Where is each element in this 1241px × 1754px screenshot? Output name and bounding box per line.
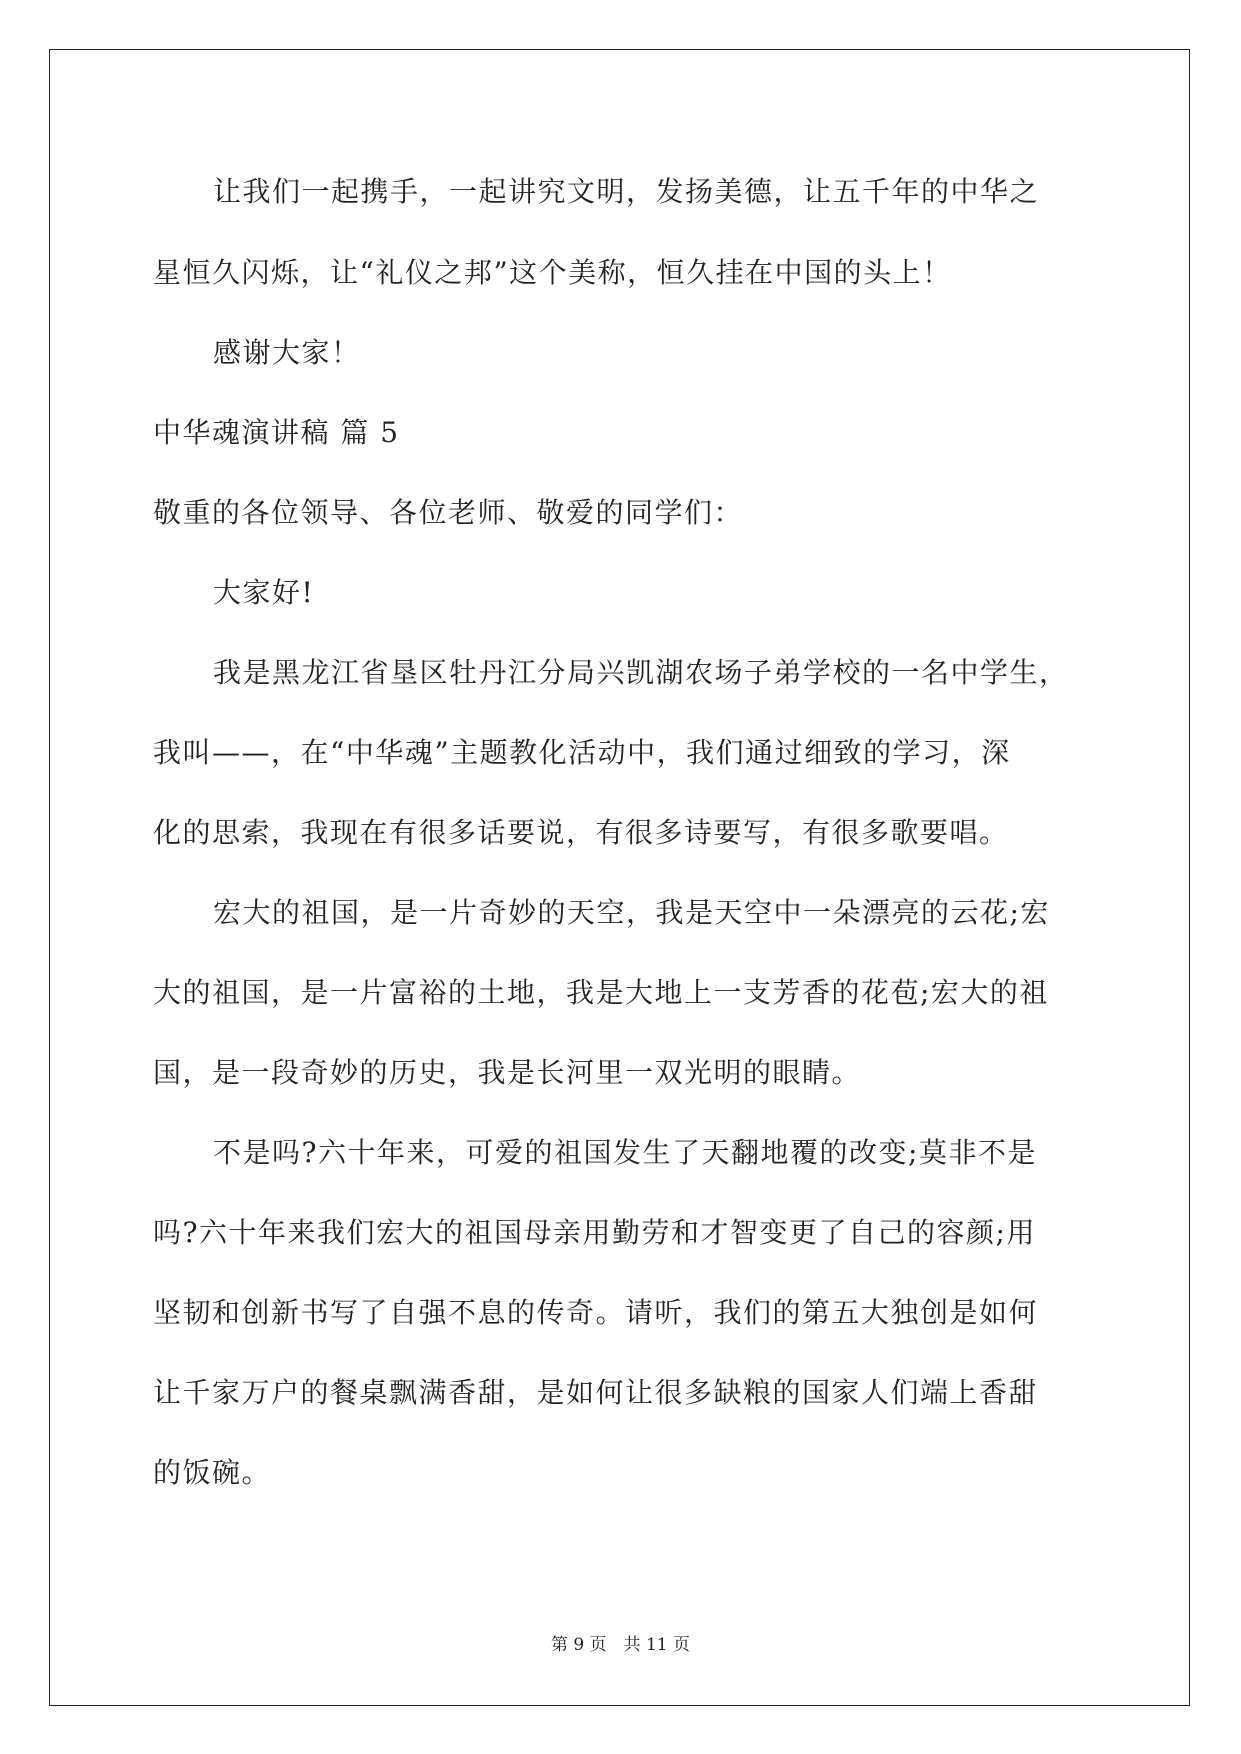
text-line-3: 感谢大家！ [213, 336, 361, 369]
text-line-7: 我是黑龙江省垦区牡丹江分局兴凯湖农场子弟学校的一名中学生， [213, 656, 1069, 689]
greeting: 大家好! [213, 576, 315, 609]
text-line-1: 让我们一起携手，一起讲究文明，发扬美德，让五千年的中华之 [213, 175, 1040, 208]
text-line-16: 让千家万户的餐桌飘满香甜，是如何让很多缺粮的国家人们端上香甜 [153, 1376, 1039, 1409]
text-line-8: 我叫——，在“中华魂”主题教化活动中，我们通过细致的学习，深 [153, 736, 1011, 769]
section-heading: 中华魂演讲稿 篇 5 [153, 416, 400, 449]
text-line-10: 宏大的祖国，是一片奇妙的天空，我是天空中一朵漂亮的云花;宏 [213, 896, 1050, 929]
text-line-14: 吗?六十年来我们宏大的祖国母亲用勤劳和才智变更了自己的容颜;用 [153, 1216, 1036, 1249]
text-line-12: 国，是一段奇妙的历史，我是长河里一双光明的眼睛。 [153, 1056, 862, 1089]
text-line-17: 的饭碗。 [153, 1456, 272, 1489]
text-line-2: 星恒久闪烁，让“礼仪之邦”这个美称，恒久挂在中国的头上！ [153, 256, 952, 289]
salutation: 敬重的各位领导、各位老师、敬爱的同学们： [153, 496, 744, 529]
text-line-15: 坚韧和创新书写了自强不息的传奇。请听，我们的第五大独创是如何 [153, 1296, 1039, 1329]
text-line-11: 大的祖国，是一片富裕的土地，我是大地上一支芳香的花苞;宏大的祖 [153, 976, 1049, 1009]
text-line-9: 化的思索，我现在有很多话要说，有很多诗要写，有很多歌要唱。 [153, 816, 1009, 849]
text-line-13: 不是吗?六十年来，可爱的祖国发生了天翻地覆的改变;莫非不是 [213, 1136, 1037, 1169]
page-footer: 第 9 页 共 11 页 [550, 1635, 691, 1655]
